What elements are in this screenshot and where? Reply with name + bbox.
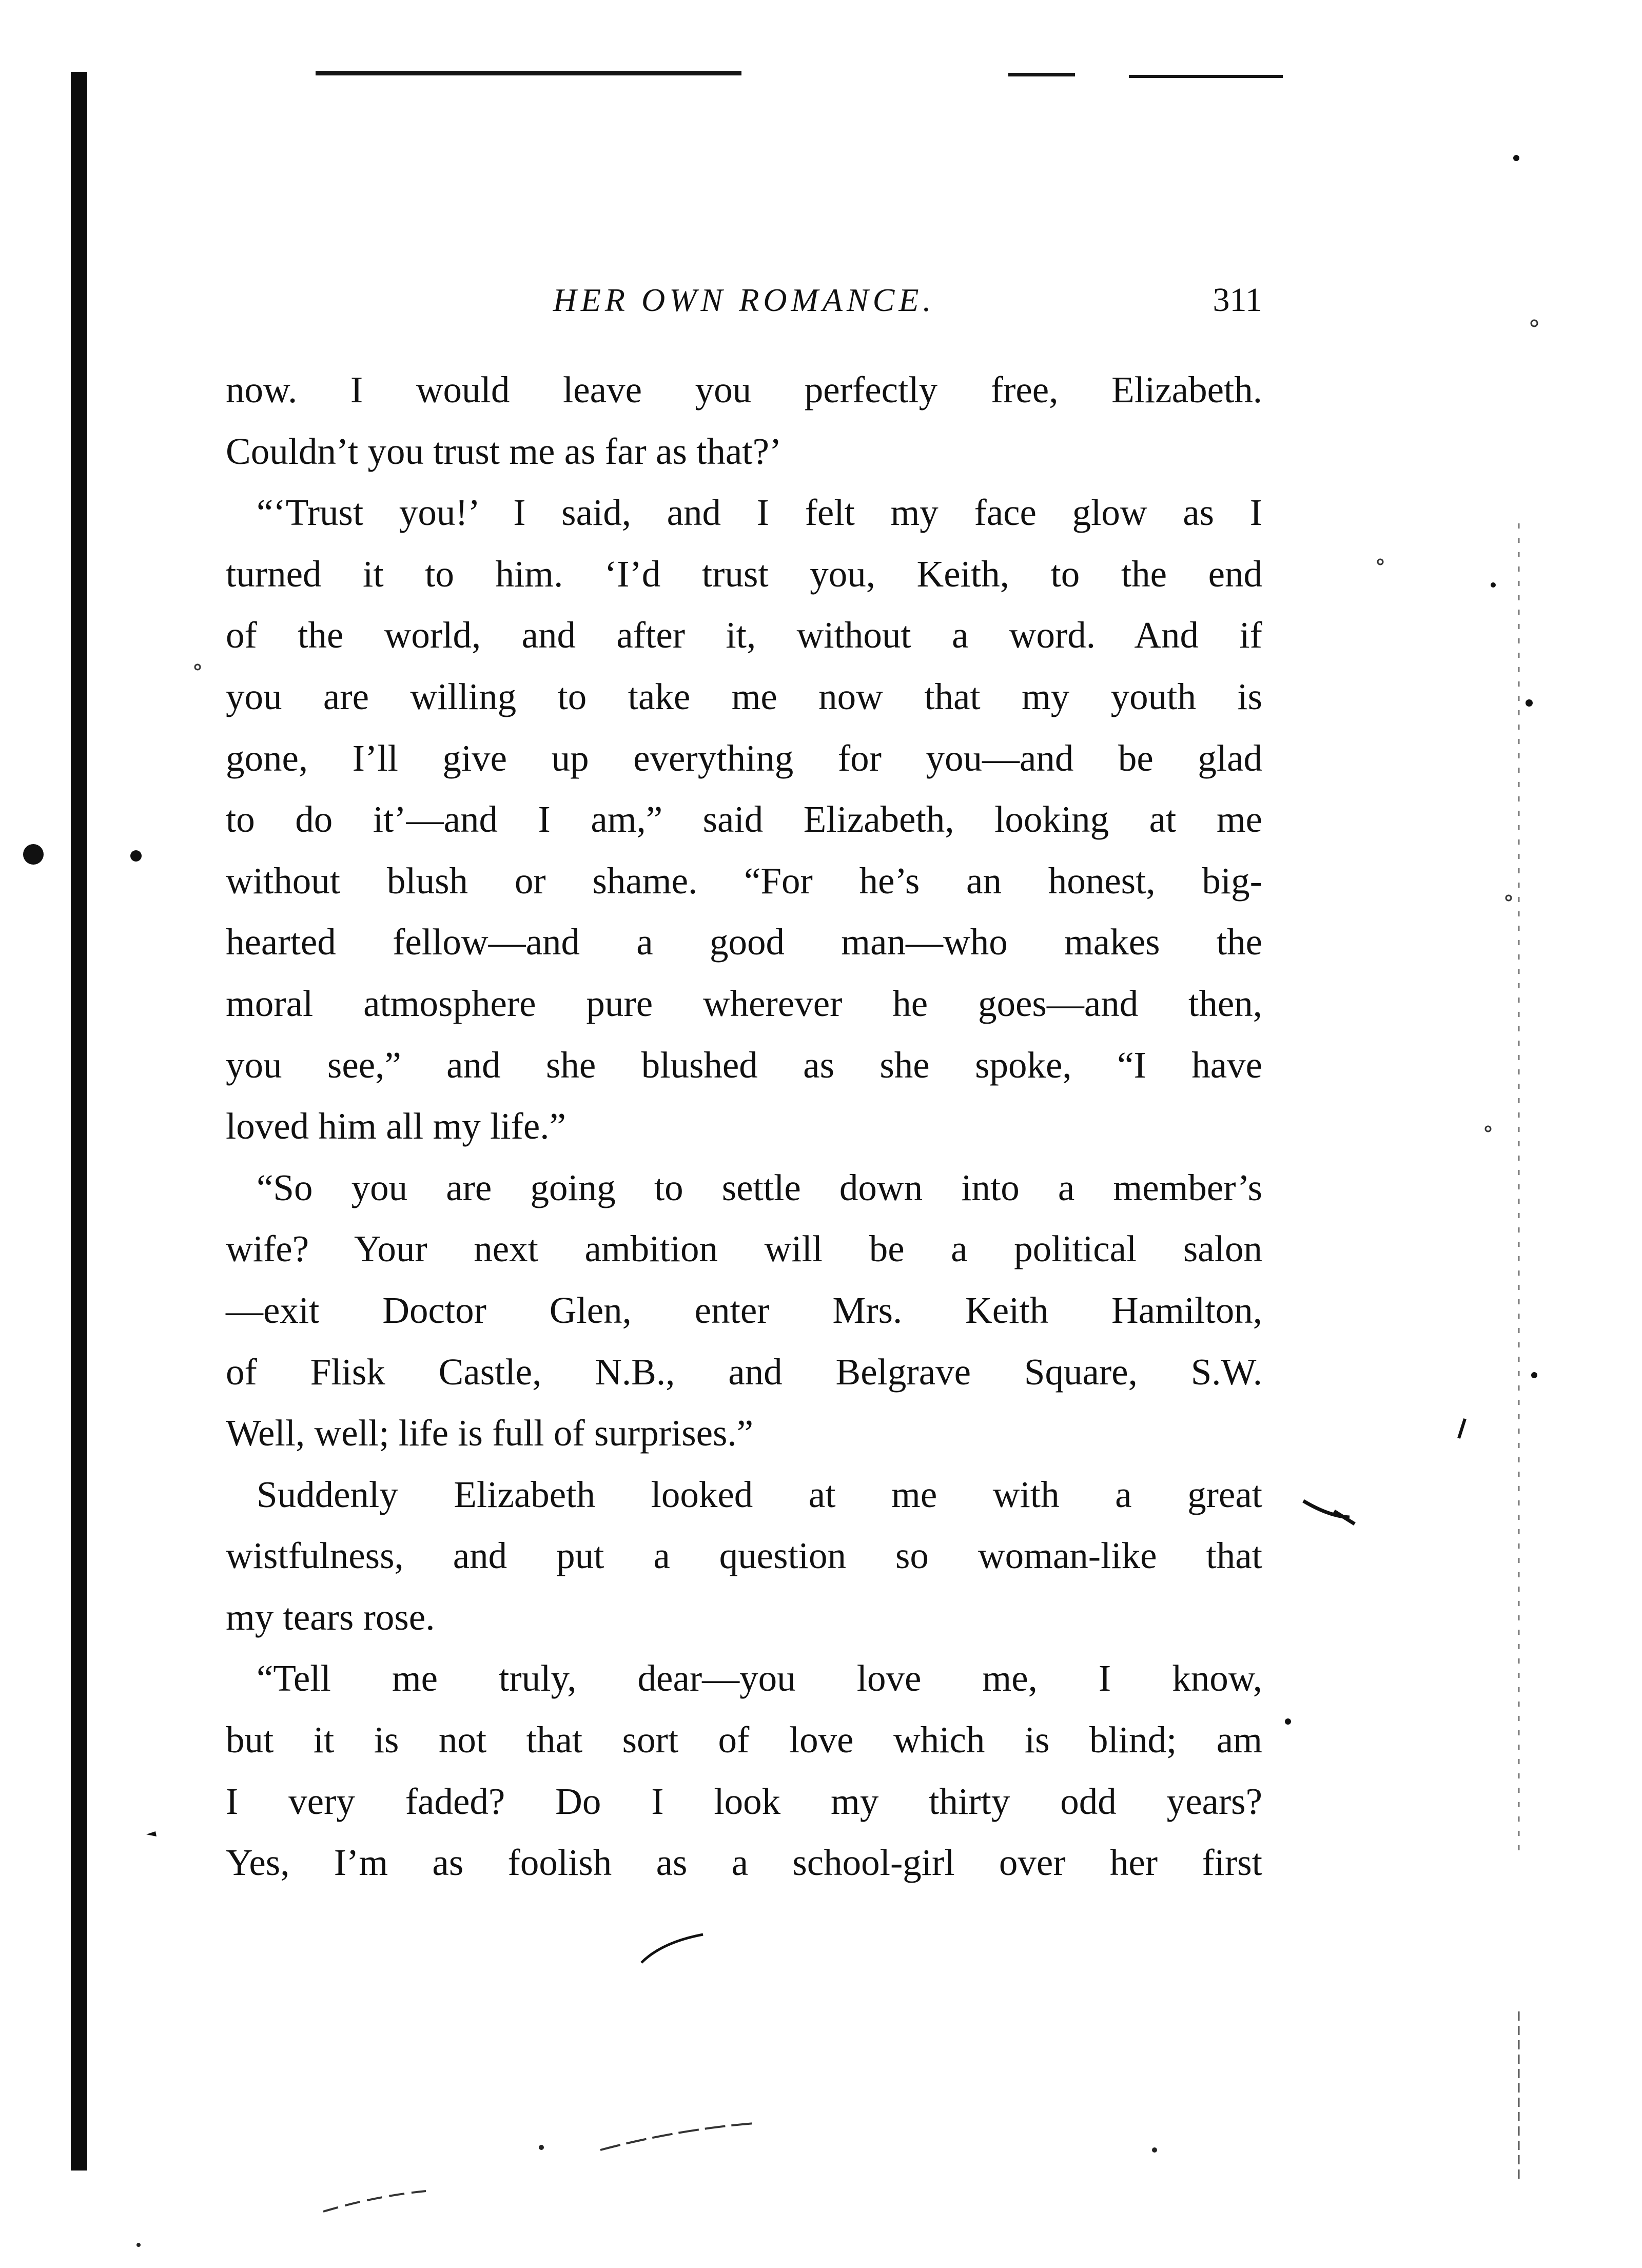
text-line: of Flisk Castle, N.B., and Belgrave Square, S.W. <box>226 1351 1262 1393</box>
text-line: “‘Trust you!’ I said, and I felt my face glow as I <box>257 492 1262 534</box>
page-number: 311 <box>1213 281 1262 319</box>
text-line: hearted fellow—and a good man—who makes the <box>226 921 1262 963</box>
running-head: HER OWN ROMANCE. <box>553 282 935 318</box>
text-line: —exit Doctor Glen, enter Mrs. Keith Hamilton, <box>226 1289 1262 1331</box>
text-line: turned it to him. ‘I’d trust you, Keith, to the end <box>226 553 1262 595</box>
text-line: loved him all my life.” <box>226 1105 566 1147</box>
text-line: to do it’—and I am,” said Elizabeth, looking at me <box>226 798 1262 840</box>
text-line: Yes, I’m as foolish as a school-girl over her first <box>226 1842 1262 1884</box>
text-line: “Tell me truly, dear—you love me, I know, <box>257 1657 1262 1699</box>
text-line: you see,” and she blushed as she spoke, “I have <box>226 1044 1262 1086</box>
text-line: moral atmosphere pure wherever he goes—and then, <box>226 982 1262 1024</box>
text-line: wife? Your next ambition will be a political salon <box>226 1228 1262 1270</box>
text-line: Well, well; life is full of surprises.” <box>226 1412 754 1454</box>
text-line: Couldn’t you trust me as far as that?’ <box>226 430 782 472</box>
text-line: my tears rose. <box>226 1596 435 1638</box>
text-line: now. I would leave you perfectly free, Elizabeth. <box>226 369 1262 410</box>
text-line: but it is not that sort of love which is blind; am <box>226 1719 1262 1761</box>
text-line: I very faded? Do I look my thirty odd years? <box>226 1780 1262 1822</box>
text-line: you are willing to take me now that my youth is <box>226 675 1262 717</box>
text-line: gone, I’ll give up everything for you—and be glad <box>226 737 1262 779</box>
text-line: of the world, and after it, without a word. And if <box>226 614 1262 656</box>
text-line: Suddenly Elizabeth looked at me with a great <box>257 1473 1262 1515</box>
text-line: “So you are going to settle down into a member’s <box>257 1166 1262 1208</box>
text-line: without blush or shame. “For he’s an honest, big- <box>226 859 1262 902</box>
text-line: wistfulness, and put a question so woman-like that <box>226 1535 1262 1577</box>
